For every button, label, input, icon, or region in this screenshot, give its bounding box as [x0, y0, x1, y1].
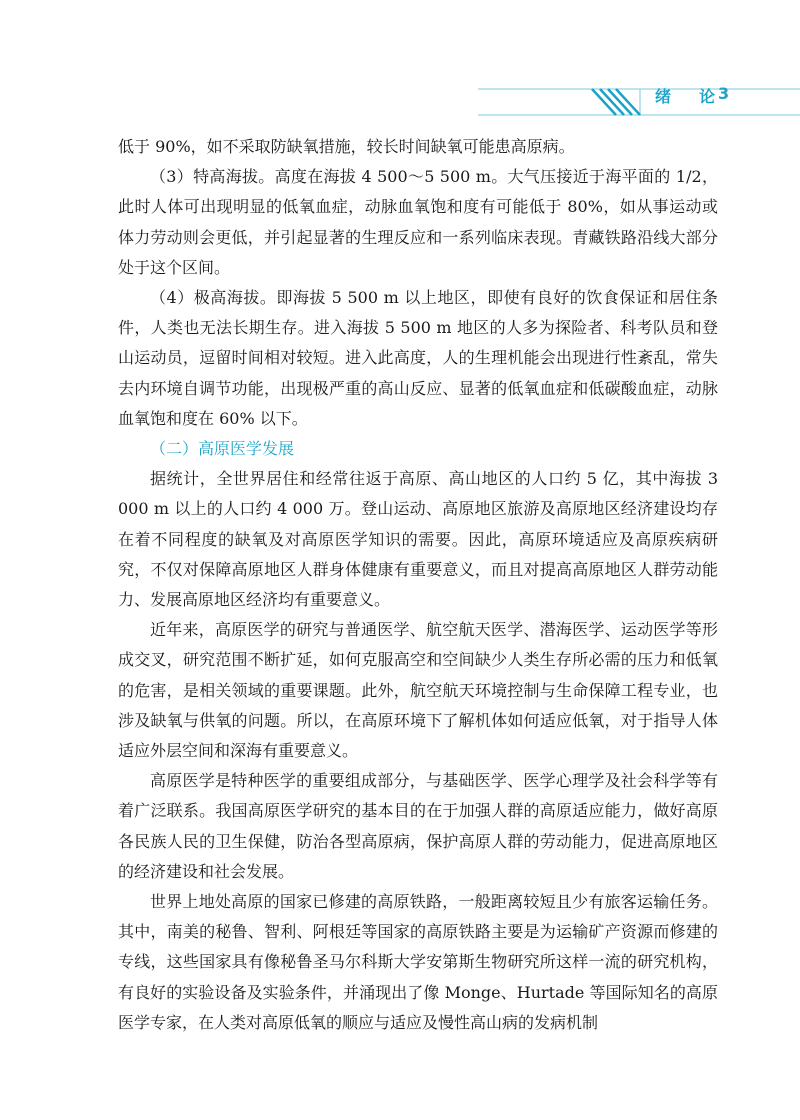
paragraph: （4）极高海拔。即海拔 5 500 m 以上地区，即使有良好的饮食保证和居住条件，人类也无法长期生存。进入海拔 5 500 m 地区的人多为探险者、科考队员和登山运动员，逗留时间相对较短。进入此高度，人的生理机能会出现进行性紊乱，常失去内环境自调节功能，出现极严重的高山反应、显著的低氧血症和低碳酸血症，动脉血氧饱和度在 60% 以下。 [118, 288, 718, 428]
header-decoration-lines [0, 0, 800, 130]
chapter-title: 绪 论 [655, 87, 722, 106]
page-header [0, 0, 800, 130]
section-heading: （二）高原医学发展 [150, 439, 295, 459]
page-number: 3 [718, 84, 730, 103]
paragraph: 据统计，全世界居住和经常往返于高原、高山地区的人口约 5 亿，其中海拔 3 000 m 以上的人口约 4 000 万。登山运动、高原地区旅游及高原地区经济建设均存在着不同程度的缺氧及对高原医学知识的需要。因此，高原环境适应及高原疾病研究，不仅对保障高原地区人群身体健康有重要意义，而且对提高高原地区人群劳动能力、发展高原地区经济均有重要意义。 [118, 469, 718, 610]
paragraph: 低于 90%，如不采取防缺氧措施，较长时间缺氧可能患高原病。 [118, 137, 575, 156]
paragraph: 高原医学是特种医学的重要组成部分，与基础医学、医学心理学及社会科学等有着广泛联系。我国高原医学研究的基本目的在于加强人群的高原适应能力，做好高原各民族人民的卫生保健，防治各型高原病，保护高原人群的劳动能力，促进高原地区的经济建设和社会发展。 [118, 771, 718, 881]
body-text [118, 132, 718, 1038]
paragraph: 世界上地处高原的国家已修建的高原铁路，一般距离较短且少有旅客运输任务。其中，南美的秘鲁、智利、阿根廷等国家的高原铁路主要是为运输矿产资源而修建的专线，这些国家具有像秘鲁圣马尔科斯大学安第斯生物研究所这样一流的研究机构，有良好的实验设备及实验条件，并涌现出了像 Monge、Hurtade 等国际知名的高原医学专家，在人类对高原低氧的顺应与适应及慢性高山病的发病机制 [118, 892, 718, 1032]
paragraph: （3）特高海拔。高度在海拔 4 500～5 500 m。大气压接近于海平面的 1/2，此时人体可出现明显的低氧血症，动脉血氧饱和度有可能低于 80%，如从事运动或体力劳动则会更低，并引起显著的生理反应和一系列临床表现。青藏铁路沿线大部分处于这个区间。 [118, 167, 718, 277]
paragraph: 近年来，高原医学的研究与普通医学、航空航天医学、潜海医学、运动医学等形成交叉，研究范围不断扩延，如何克服高空和空间缺少人类生存所必需的压力和低氧的危害，是相关领域的重要课题。此外，航空航天环境控制与生命保障工程专业，也涉及缺氧与供氧的问题。所以，在高原环境下了解机体如何适应低氧，对于指导人体适应外层空间和深海有重要意义。 [118, 620, 718, 761]
